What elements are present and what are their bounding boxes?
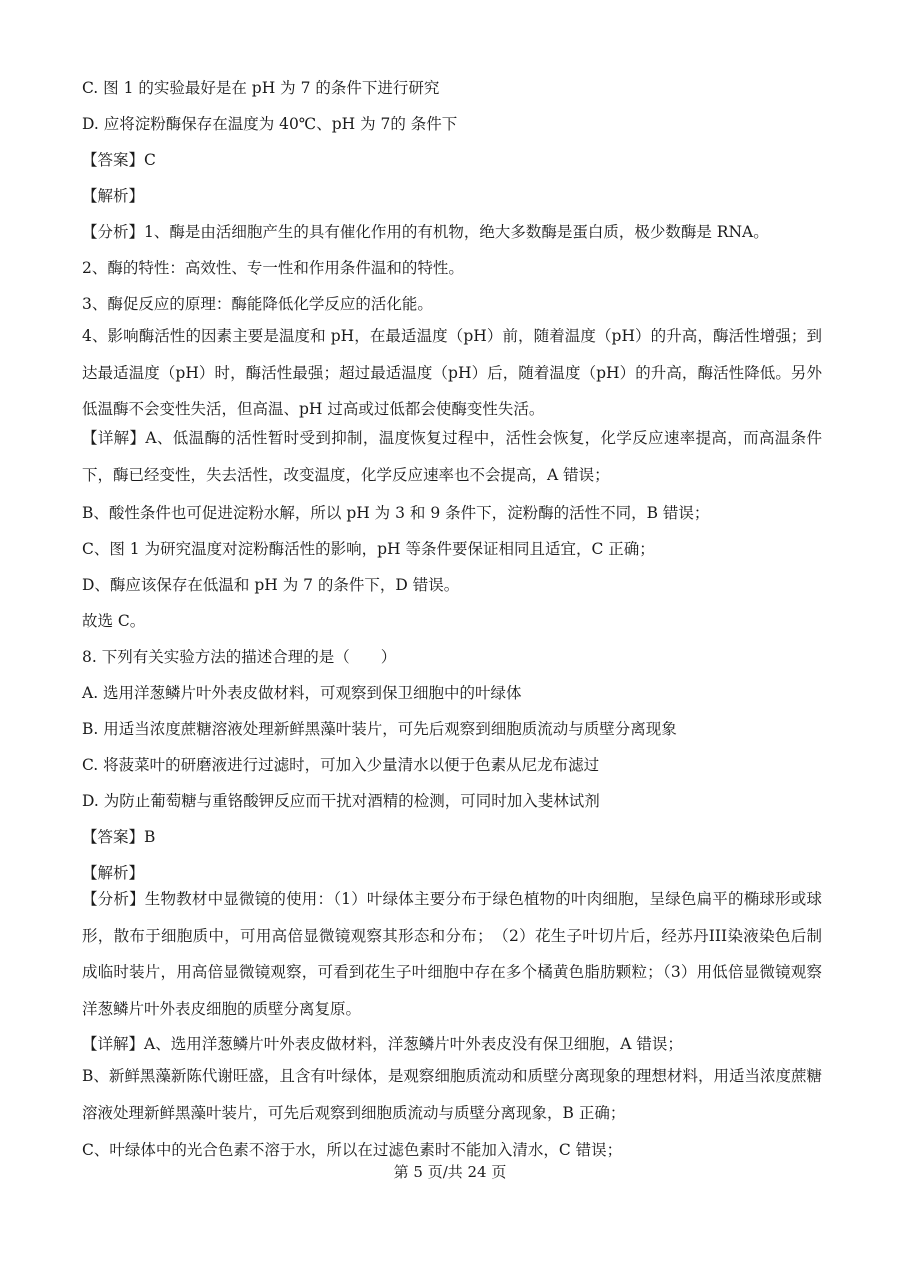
q7-conclusion: 故选 C。 — [82, 612, 146, 630]
q8-analysis: 【分析】生物教材中显微镜的使用：（1）叶绿体主要分布于绿色植物的叶肉细胞，呈绿色扁平的椭球形或球形，散布于细胞质中，可用高倍显微镜观察其形态和分布； （2）花生子叶切片后，经苏丹III染液染色后制成临时装片，用高倍显微镜观察，可看到花生子叶细胞中存在多个橘黄色脂肪颗粒；（3）用低倍显微镜观察洋葱鳞片叶外表皮细胞的质壁分离复原。 — [82, 890, 822, 1018]
q7-analysis-1: 【分析】1、酶是由活细胞产生的具有催化作用的有机物，绝大多数酶是蛋白质，极少数酶是 RNA。 — [82, 223, 769, 241]
page-footer: 第 5 页/共 24 页 — [393, 1163, 507, 1181]
q7-analysis-4: 4、影响酶活性的因素主要是温度和 pH，在最适温度（pH）前，随着温度（pH）的升高，酶活性增强；到达最适温度（pH）时，酶活性最强；超过最适温度（pH）后，随着温度（pH）的升高，酶活性降低。另外低温酶不会变性失活，但高温、pH 过高或过低都会使酶变性失活。 — [82, 327, 822, 418]
q7-detail-a: 【详解】A、低温酶的活性暂时受到抑制，温度恢复过程中，活性会恢复，化学反应速率提高，而高温条件下，酶已经变性，失去活性，改变温度，化学反应速率也不会提高，A 错误； — [82, 429, 822, 484]
q7-analysis-3: 3、酶促反应的原理：酶能降低化学反应的活化能。 — [82, 295, 433, 313]
q8-option-c: C. 将菠菜叶的研磨液进行过滤时，可加入少量清水以便于色素从尼龙布滤过 — [82, 756, 600, 774]
q7-option-c: C. 图 1 的实验最好是在 pH 为 7 的条件下进行研究 — [82, 79, 440, 97]
q8-option-b: B. 用适当浓度蔗糖溶液处理新鲜黑藻叶装片，可先后观察到细胞质流动与质壁分离现象 — [82, 720, 677, 738]
q7-detail-c: C、图 1 为研究温度对淀粉酶活性的影响，pH 等条件要保证相同且适宜，C 正确； — [82, 540, 655, 558]
q8-analysis-label: 【解析】 — [82, 864, 145, 882]
q8-detail-b: B、新鲜黑藻新陈代谢旺盛，且含有叶绿体，是观察细胞质流动和质壁分离现象的理想材料，用适当浓度蔗糖溶液处理新鲜黑藻叶装片，可先后观察到细胞质流动与质壁分离现象，B 正确； — [82, 1067, 822, 1122]
q8-detail-a: 【详解】A、选用洋葱鳞片叶外表皮做材料，洋葱鳞片叶外表皮没有保卫细胞，A 错误； — [82, 1035, 683, 1053]
q8-detail-c: C、叶绿体中的光合色素不溶于水，所以在过滤色素时不能加入清水，C 错误； — [82, 1141, 623, 1159]
q8-stem: 8. 下列有关实验方法的描述合理的是（ ） — [82, 648, 397, 666]
q8-option-d: D. 为防止葡萄糖与重铬酸钾反应而干扰对酒精的检测，可同时加入斐林试剂 — [82, 792, 600, 810]
q7-answer: 【答案】C — [82, 151, 156, 169]
q7-analysis-label: 【解析】 — [82, 187, 145, 205]
q8-option-a: A. 选用洋葱鳞片叶外表皮做材料，可观察到保卫细胞中的叶绿体 — [82, 684, 522, 702]
q7-analysis-2: 2、酶的特性：高效性、专一性和作用条件温和的特性。 — [82, 259, 464, 277]
q8-answer: 【答案】B — [82, 828, 156, 846]
q7-option-d: D. 应将淀粉酶保存在温度为 40℃、pH 为 7的 条件下 — [82, 115, 458, 133]
q7-detail-d: D、酶应该保存在低温和 pH 为 7 的条件下，D 错误。 — [82, 576, 460, 594]
q7-detail-b: B、酸性条件也可促进淀粉水解，所以 pH 为 3 和 9 条件下，淀粉酶的活性不同，B 错误； — [82, 504, 710, 522]
